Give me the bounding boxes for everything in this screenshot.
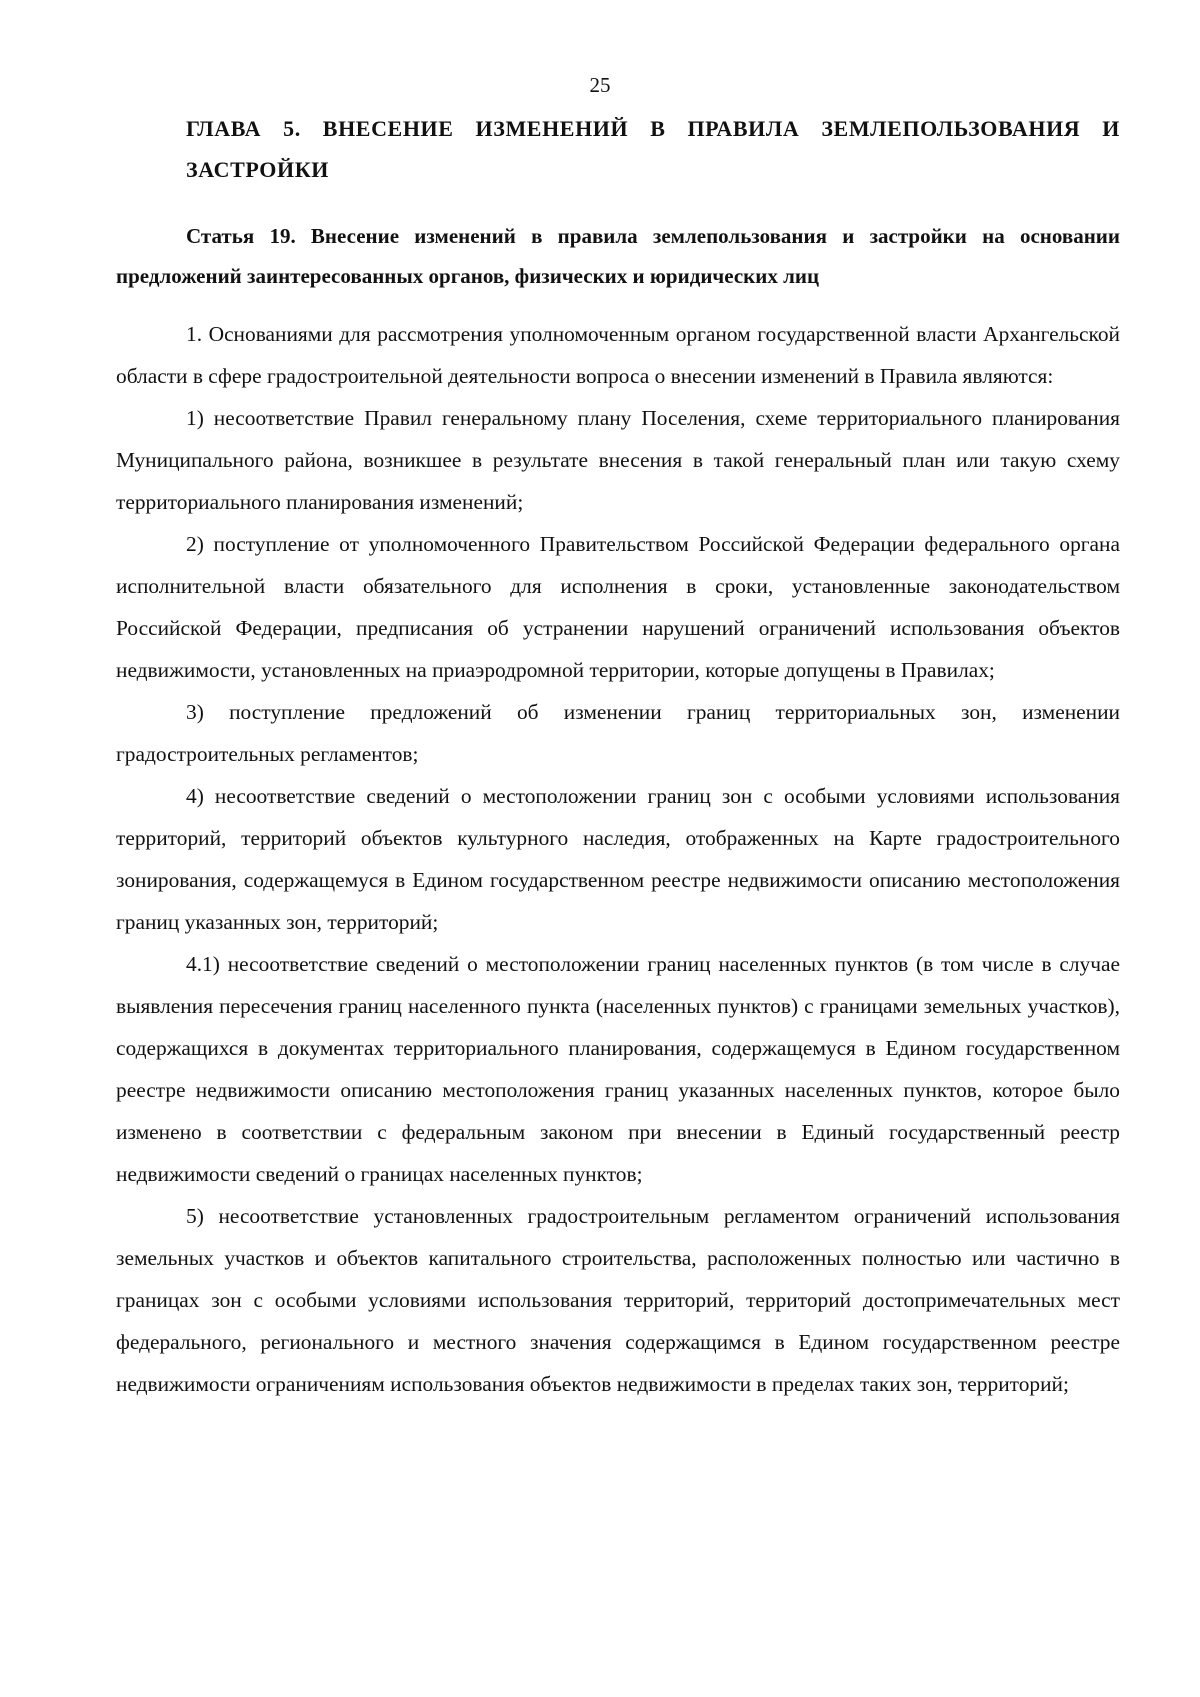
article-title: Статья 19. Внесение изменений в правила землепользования и застройки на основании предложений заинтересованных органов, физических и юридических лиц: [116, 224, 1120, 288]
chapter-title: ГЛАВА 5. ВНЕСЕНИЕ ИЗМЕНЕНИЙ В ПРАВИЛА ЗЕМЛЕПОЛЬЗОВАНИЯ И ЗАСТРОЙКИ: [186, 116, 1120, 182]
article-body: [116, 313, 1120, 1405]
paragraph-1: 1. Основаниями для рассмотрения уполномоченным органом государственной власти Архангельской области в сфере градостроительной деятельности вопроса о внесении изменений в Правила являются:: [116, 322, 1120, 388]
paragraph-item-3: 3) поступление предложений об изменении границ территориальных зон, изменении градостроительных регламентов;: [116, 700, 1120, 766]
paragraph-item-2: 2) поступление от уполномоченного Правительством Российской Федерации федерального органа исполнительной власти обязательного для исполнения в сроки, установленные законодательством Российской Федерации, предписания об устранении нарушений ограничений использования объектов недвижимости, установленных на приаэродромной территории, которые допущены в Правилах;: [116, 532, 1120, 682]
paragraph-item-4: 4) несоответствие сведений о местоположении границ зон с особыми условиями использования территорий, территорий объектов культурного наследия, отображенных на Карте градостроительного зонирования, содержащемуся в Едином государственном реестре недвижимости описанию местоположения границ указанных зон, территорий;: [116, 784, 1120, 934]
paragraph-item-5: 5) несоответствие установленных градостроительным регламентом ограничений использования земельных участков и объектов капитального строительства, расположенных полностью или частично в границах зон с особыми условиями использования территорий, территорий достопримечательных мест федерального, регионального и местного значения содержащимся в Едином государственном реестре недвижимости ограничениям использования объектов недвижимости в пределах таких зон, территорий;: [116, 1204, 1120, 1396]
paragraph-item-4-1: 4.1) несоответствие сведений о местоположении границ населенных пунктов (в том числе в случае выявления пересечения границ населенного пункта (населенных пунктов) с границами земельных участков), содержащихся в документах территориального планирования, содержащемуся в Едином государственном реестре недвижимости описанию местоположения границ указанных населенных пунктов, которое было изменено в соответствии с федеральным законом при внесении в Единый государственный реестр недвижимости сведений о границах населенных пунктов;: [116, 952, 1120, 1186]
page-number: 25: [589, 73, 611, 97]
paragraph-item-1: 1) несоответствие Правил генеральному плану Поселения, схеме территориального планирования Муниципального района, возникшее в результате внесения в такой генеральный план или такую схему территориального планирования изменений;: [116, 406, 1120, 514]
